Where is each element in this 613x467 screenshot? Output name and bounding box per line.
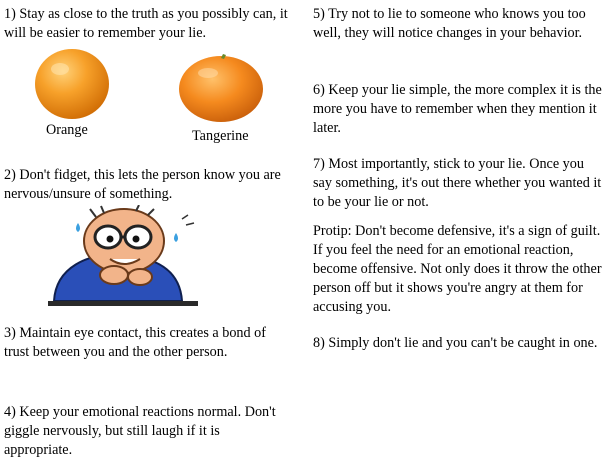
tip-5: 5) Try not to lie to someone who knows you too well, they will notice changes in your behavior. xyxy=(313,6,586,41)
tip-3: 3) Maintain eye contact, this creates a bond of trust between you and the other person. xyxy=(4,325,266,360)
protip: Protip: Don't become defensive, it's a sign of guilt. If you feel the need for an emotional reaction, become offensive. Not only does it throw the other person off but it shows you're angry at them for accusing you. xyxy=(313,223,602,315)
tip-4: 4) Keep your emotional reactions normal. Don't giggle nervously, but still laugh if it is appropriate. xyxy=(4,404,276,458)
orange-image xyxy=(32,45,112,121)
tip-8: 8) Simply don't lie and you can't be caught in one. xyxy=(313,335,598,351)
tip-7: 7) Most importantly, stick to your lie. Once you say something, it's out there whether you wanted it to be your lie or not. xyxy=(313,156,602,210)
tangerine-caption: Tangerine xyxy=(192,128,249,144)
tip-6: 6) Keep your lie simple, the more complex it is the more you have to remember when they mention it later. xyxy=(313,82,602,136)
tip-1: 1) Stay as close to the truth as you possibly can, it will be easier to remember your lie. xyxy=(4,6,288,41)
tip-2: 2) Don't fidget, this lets the person know you are nervous/unsure of something. xyxy=(4,167,281,202)
orange-caption: Orange xyxy=(46,122,88,138)
nervous-man-image xyxy=(48,205,198,317)
tangerine-image xyxy=(177,51,265,124)
